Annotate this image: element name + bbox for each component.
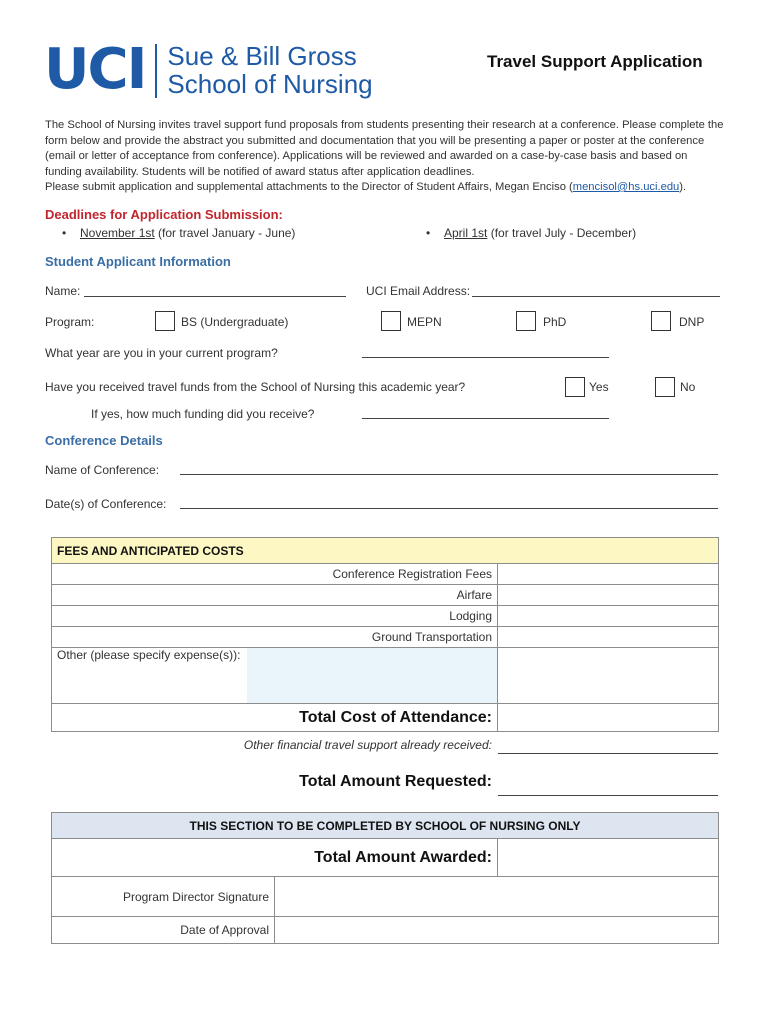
logo-line-1: Sue & Bill Gross [167, 41, 357, 71]
deadline-note: (for travel January - June) [154, 226, 296, 240]
table-row [52, 606, 719, 627]
funds-no-checkbox[interactable] [655, 377, 675, 397]
funds-no-label: No [680, 380, 696, 394]
other-expense-input[interactable] [498, 648, 719, 704]
funds-question: Have you received travel funds from the School of Nursing this academic year? [45, 380, 466, 394]
conference-dates-field[interactable] [180, 508, 718, 509]
conference-name-field[interactable] [180, 474, 718, 475]
approval-date-label: Date of Approval [52, 917, 275, 944]
applicant-heading: Student Applicant Information [45, 254, 231, 269]
document-title: Travel Support Application [487, 52, 703, 71]
table-row [52, 704, 719, 732]
total-cost-label: Total Cost of Attendance: [52, 704, 498, 732]
signature-label: Program Director Signature [52, 877, 275, 917]
conference-dates-label: Date(s) of Conference: [45, 497, 167, 511]
registration-fee-input[interactable] [498, 564, 719, 585]
amount-question: If yes, how much funding did you receive? [91, 407, 315, 421]
table-row [52, 877, 719, 917]
logo-wordmark [167, 42, 372, 98]
other-expense-field[interactable] [247, 648, 497, 703]
deadline-date: November 1st [80, 226, 155, 240]
office-use-heading: THIS SECTION TO BE COMPLETED BY SCHOOL OF NURSING ONLY [52, 813, 719, 839]
deadline-note: (for travel July - December) [487, 226, 637, 240]
intro-paragraph: The School of Nursing invites travel support fund proposals from students presenting their research at a conference. Please complete the form below and provide the abstract you submitted and documentation that you will be presenting a paper or poster at the conference (email or letter of acceptance from conference). Applications will be reviewed and awarded on a case-by-case basis and based on funding availability. Students will be notified of award status after application deadlines. [45, 119, 724, 178]
table-row [52, 627, 719, 648]
approval-date-input[interactable] [275, 917, 719, 944]
fee-label: Conference Registration Fees [52, 564, 498, 585]
program-mepn-label: MEPN [407, 315, 442, 329]
other-support-field[interactable] [498, 753, 718, 754]
table-row [52, 648, 719, 704]
year-question: What year are you in your current program? [45, 346, 278, 360]
other-expense-cell[interactable] [52, 648, 498, 704]
fee-label: Ground Transportation [52, 627, 498, 648]
total-awarded-label: Total Amount Awarded: [52, 839, 498, 877]
lodging-input[interactable] [498, 606, 719, 627]
school-logo [44, 37, 373, 104]
logo-line-2: School of Nursing [167, 69, 373, 99]
signature-input[interactable] [275, 877, 719, 917]
deadline-item-april [426, 226, 636, 240]
program-phd-checkbox[interactable] [516, 311, 536, 331]
office-use-table [51, 812, 719, 877]
program-phd-label: PhD [543, 315, 567, 329]
email-field[interactable] [472, 296, 720, 297]
fees-heading: FEES AND ANTICIPATED COSTS [52, 538, 719, 564]
intro-submit-end: ). [679, 181, 687, 193]
total-requested-field[interactable] [498, 795, 718, 796]
program-label: Program: [45, 315, 95, 329]
contact-email-link[interactable]: mencisol@hs.uci.edu [572, 181, 680, 193]
approval-table [51, 876, 719, 944]
funds-yes-label: Yes [589, 380, 609, 394]
program-bs-checkbox[interactable] [155, 311, 175, 331]
bullet-icon: • [62, 226, 67, 240]
total-awarded-input[interactable] [498, 839, 719, 877]
name-label: Name: [45, 284, 81, 298]
program-dnp-label: DNP [679, 315, 705, 329]
table-row [52, 585, 719, 606]
logo-mark: UCI [44, 37, 146, 102]
conference-name-label: Name of Conference: [45, 463, 160, 477]
year-field[interactable] [362, 357, 609, 358]
program-mepn-checkbox[interactable] [381, 311, 401, 331]
table-row [52, 839, 719, 877]
fee-label: Lodging [52, 606, 498, 627]
name-field[interactable] [84, 296, 346, 297]
logo-divider [155, 44, 157, 98]
funds-yes-checkbox[interactable] [565, 377, 585, 397]
bullet-icon: • [426, 226, 431, 240]
amount-field[interactable] [362, 418, 609, 419]
deadline-item-november [62, 226, 295, 240]
table-row [52, 917, 719, 944]
intro-text [45, 118, 725, 196]
deadline-date: April 1st [444, 226, 488, 240]
other-support-label: Other financial travel support already received: [243, 738, 492, 752]
conference-heading: Conference Details [45, 433, 163, 448]
fees-table [51, 537, 719, 732]
table-row [52, 564, 719, 585]
email-label: UCI Email Address: [366, 284, 471, 298]
program-bs-label: BS (Undergraduate) [181, 315, 289, 329]
program-dnp-checkbox[interactable] [651, 311, 671, 331]
deadlines-heading: Deadlines for Application Submission: [45, 207, 283, 222]
intro-submit-text: Please submit application and supplemental attachments to the Director of Student Affairs, Megan Enciso ( [45, 181, 573, 193]
total-cost-input[interactable] [498, 704, 719, 732]
total-requested-label: Total Amount Requested: [299, 773, 492, 790]
ground-transport-input[interactable] [498, 627, 719, 648]
fee-label: Airfare [52, 585, 498, 606]
other-expense-label: Other (please specify expense(s)): [57, 648, 241, 662]
airfare-input[interactable] [498, 585, 719, 606]
